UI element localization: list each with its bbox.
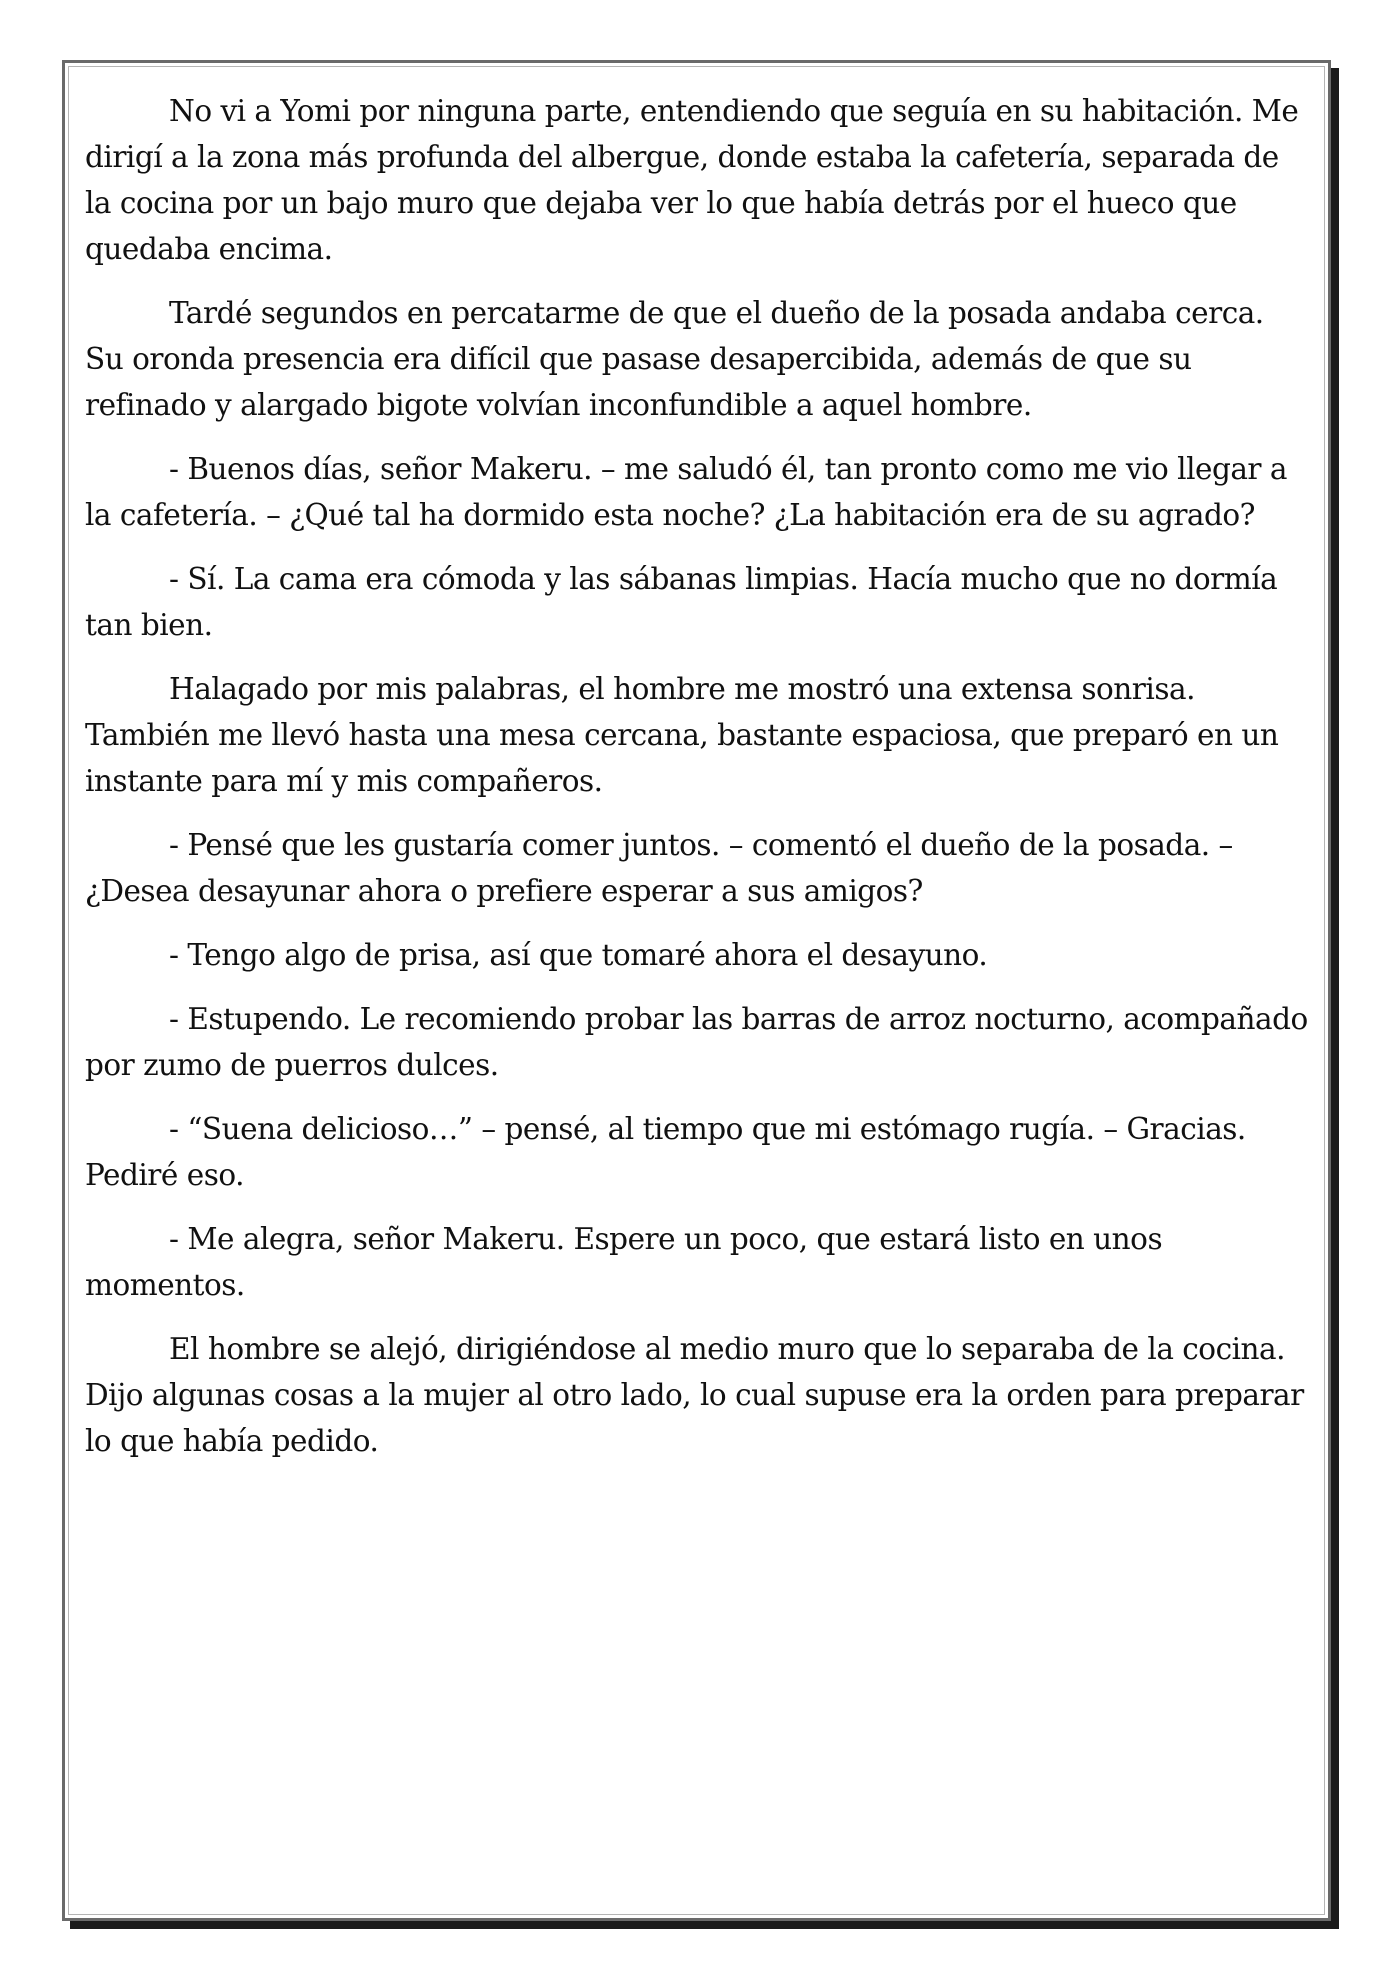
paragraph-11: El hombre se alejó, dirigiéndose al medio muro que lo separaba de la cocina. Dijo algunas cosas a la mujer al otro lado, lo cual supuse era la orden para preparar lo que había pedido. [85,1332,1304,1458]
paragraph-5: Halagado por mis palabras, el hombre me mostró una extensa sonrisa. También me llevó hasta una mesa cercana, bastante espaciosa, que preparó en un instante para mí y mis compañeros. [85,672,1279,798]
paragraph-8: - Estupendo. Le recomiendo probar las barras de arroz nocturno, acompañado por zumo de puerros dulces. [85,1002,1308,1082]
paragraph-2: Tardé segundos en percatarme de que el dueño de la posada andaba cerca. Su oronda presencia era difícil que pasase desapercibida, además de que su refinado y alargado bigote volvían inconfundible a aquel hombre. [85,296,1264,422]
paragraph-6: - Pensé que les gustaría comer juntos. – comentó el dueño de la posada. – ¿Desea desayunar ahora o prefiere esperar a sus amigos? [85,828,1233,908]
page-frame [62,60,1331,1921]
document-body [85,88,1310,1482]
paragraph-1: No vi a Yomi por ninguna parte, entendiendo que seguía en su habitación. Me dirigí a la zona más profunda del albergue, donde estaba la cafetería, separada de la cocina por un bajo muro que dejaba ver lo que había detrás por el hueco que quedaba encima. [85,94,1299,266]
paragraph-10: - Me alegra, señor Makeru. Espere un poco, que estará listo en unos momentos. [85,1222,1163,1302]
paragraph-4: - Sí. La cama era cómoda y las sábanas limpias. Hacía mucho que no dormía tan bien. [85,562,1278,642]
paragraph-9: - “Suena delicioso…” – pensé, al tiempo que mi estómago rugía. – Gracias. Pediré eso. [85,1112,1246,1192]
paragraph-3: - Buenos días, señor Makeru. – me saludó él, tan pronto como me vio llegar a la cafetería. – ¿Qué tal ha dormido esta noche? ¿La habitación era de su agrado? [85,452,1288,532]
paragraph-7: - Tengo algo de prisa, así que tomaré ahora el desayuno. [169,938,988,972]
